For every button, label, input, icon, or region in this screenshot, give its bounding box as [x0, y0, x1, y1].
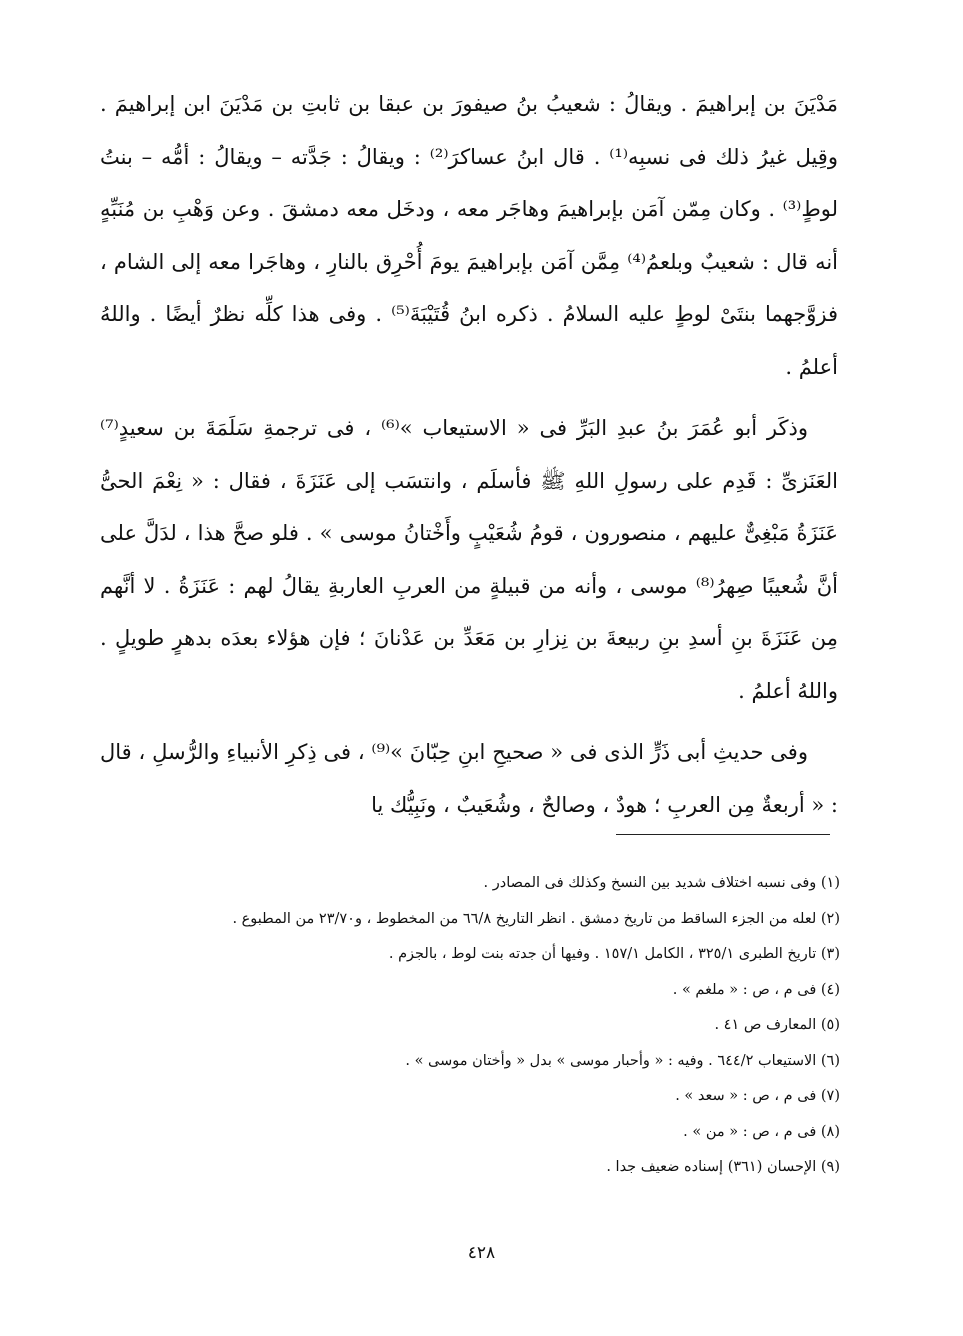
footnote-5: (٥) المعارف ص ٤١ .: [714, 1017, 840, 1033]
footnotes-block: [100, 866, 840, 1186]
footnote-separator: [616, 834, 830, 835]
footnote-3: (٣) تاريخ الطبرى ٣٢٥/١ ، الكامل ١٥٧/١ . وفيها أن جدته بنت لوط ، بالجزم .: [388, 946, 840, 962]
paragraph-3: وفى حديثِ أبى ذَرٍّ الذى فى « صحيحِ ابنِ حِبّانَ »⁽⁹⁾ ، فى ذِكرِ الأنبياءِ والرُّسلِ ، قال : « أربعةٌ مِن العربِ ؛ هودٌ ، وصالحٌ ، وشُعَيبٌ ، ونَبِيُّك يا: [100, 740, 838, 817]
paragraph-2: وذكَر أبو عُمَرَ بنُ عبدِ البَرِّ فى « الاستيعاب »⁽⁶⁾ ، فى ترجمةِ سَلَمَةَ بن سعيدٍ⁽⁷⁾ العَنَزىِّ : قَدِم على رسولِ اللهِ ﷺ فأسلَم ، وانتسَب إلى عَنَزَةَ ، فقال : « نِعْمَ الحىُّ عَنَزَةُ مَبْغِىٌّ عليهم ، منصورون ، قومُ شُعَيْبٍ وأَخْتانُ موسى » . فلو صحَّ هذا ، لدَلَّ على أنَّ شُعيبًا صِهرُ⁽⁸⁾ موسى ، وأنه من قبيلةٍ من العربِ العاربةِ يقالُ لهم : عَنَزَةُ . لا أنَّهم مِن عَنَزَةَ بنِ أسدِ بنِ ربيعةَ بن نِزارِ بن مَعَدِّ بن عَدْنانَ ؛ فإن هؤلاء بعدَه بدهرٍ طويلٍ . واللهُ أعلمُ .: [100, 416, 839, 703]
paragraph-1: مَدْيَنَ بن إبراهيمَ . ويقالُ : شعيبُ بنُ صيفورَ بن عبقا بن ثابتِ بن مَدْيَنَ ابن إبراهيمَ . وقِيل غيرُ ذلك فى نسبِه⁽¹⁾ . قال ابنُ عساكرَ⁽²⁾ : ويقالُ : جَدَّته – ويقالُ : أمُّه – بنتُ لوطٍ⁽³⁾ . وكان مِمّن آمَن بإبراهيمَ وهاجَر معه ، ودخَل معه دمشقَ . وعن وَهْبِ بن مُنَبِّهٍ أنه قال : شعيبٌ وبلعمُ⁽⁴⁾ مِمَّن آمَن بإبراهيمَ يومَ أُحْرِق بالنارِ ، وهاجَرا معه إلى الشام ، فزوَّجهما بنتَىْ لوطٍ عليه السلامُ . ذكره ابنُ قُتَيْبَةَ⁽⁵⁾ . وفى هذا كلِّه نظرٌ أيضًا . واللهُ أعلمُ .: [100, 92, 839, 379]
footnote-1: (١) وفى نسبه اختلاف شديد بين النسخ وكذلك فى المصادر .: [483, 875, 840, 891]
footnote-9: (٩) الإحسان (٣٦١) إسناده ضعيف جدا .: [606, 1159, 840, 1175]
footnote-2: (٢) لعله من الجزء الساقط من تاريخ دمشق . انظر التاريخ ٦٦/٨ من المخطوط ، و٢٣/٧٠ من المطبوع .: [232, 910, 840, 927]
footnote-4: (٤) فى م ، ص : « ملغم » .: [672, 981, 840, 998]
page-number: ٤٢٨: [467, 1243, 496, 1263]
footnote-6: (٦) الاستيعاب ٦٤٤/٢ . وفيه : « وأحبار موسى » بدل « وأختان موسى » .: [405, 1052, 840, 1069]
footnote-7: (٧) فى م ، ص : « سعد » .: [675, 1088, 840, 1104]
main-text-block: [100, 78, 838, 831]
footnote-8: (٨) فى م ، ص : « من » .: [683, 1123, 840, 1140]
